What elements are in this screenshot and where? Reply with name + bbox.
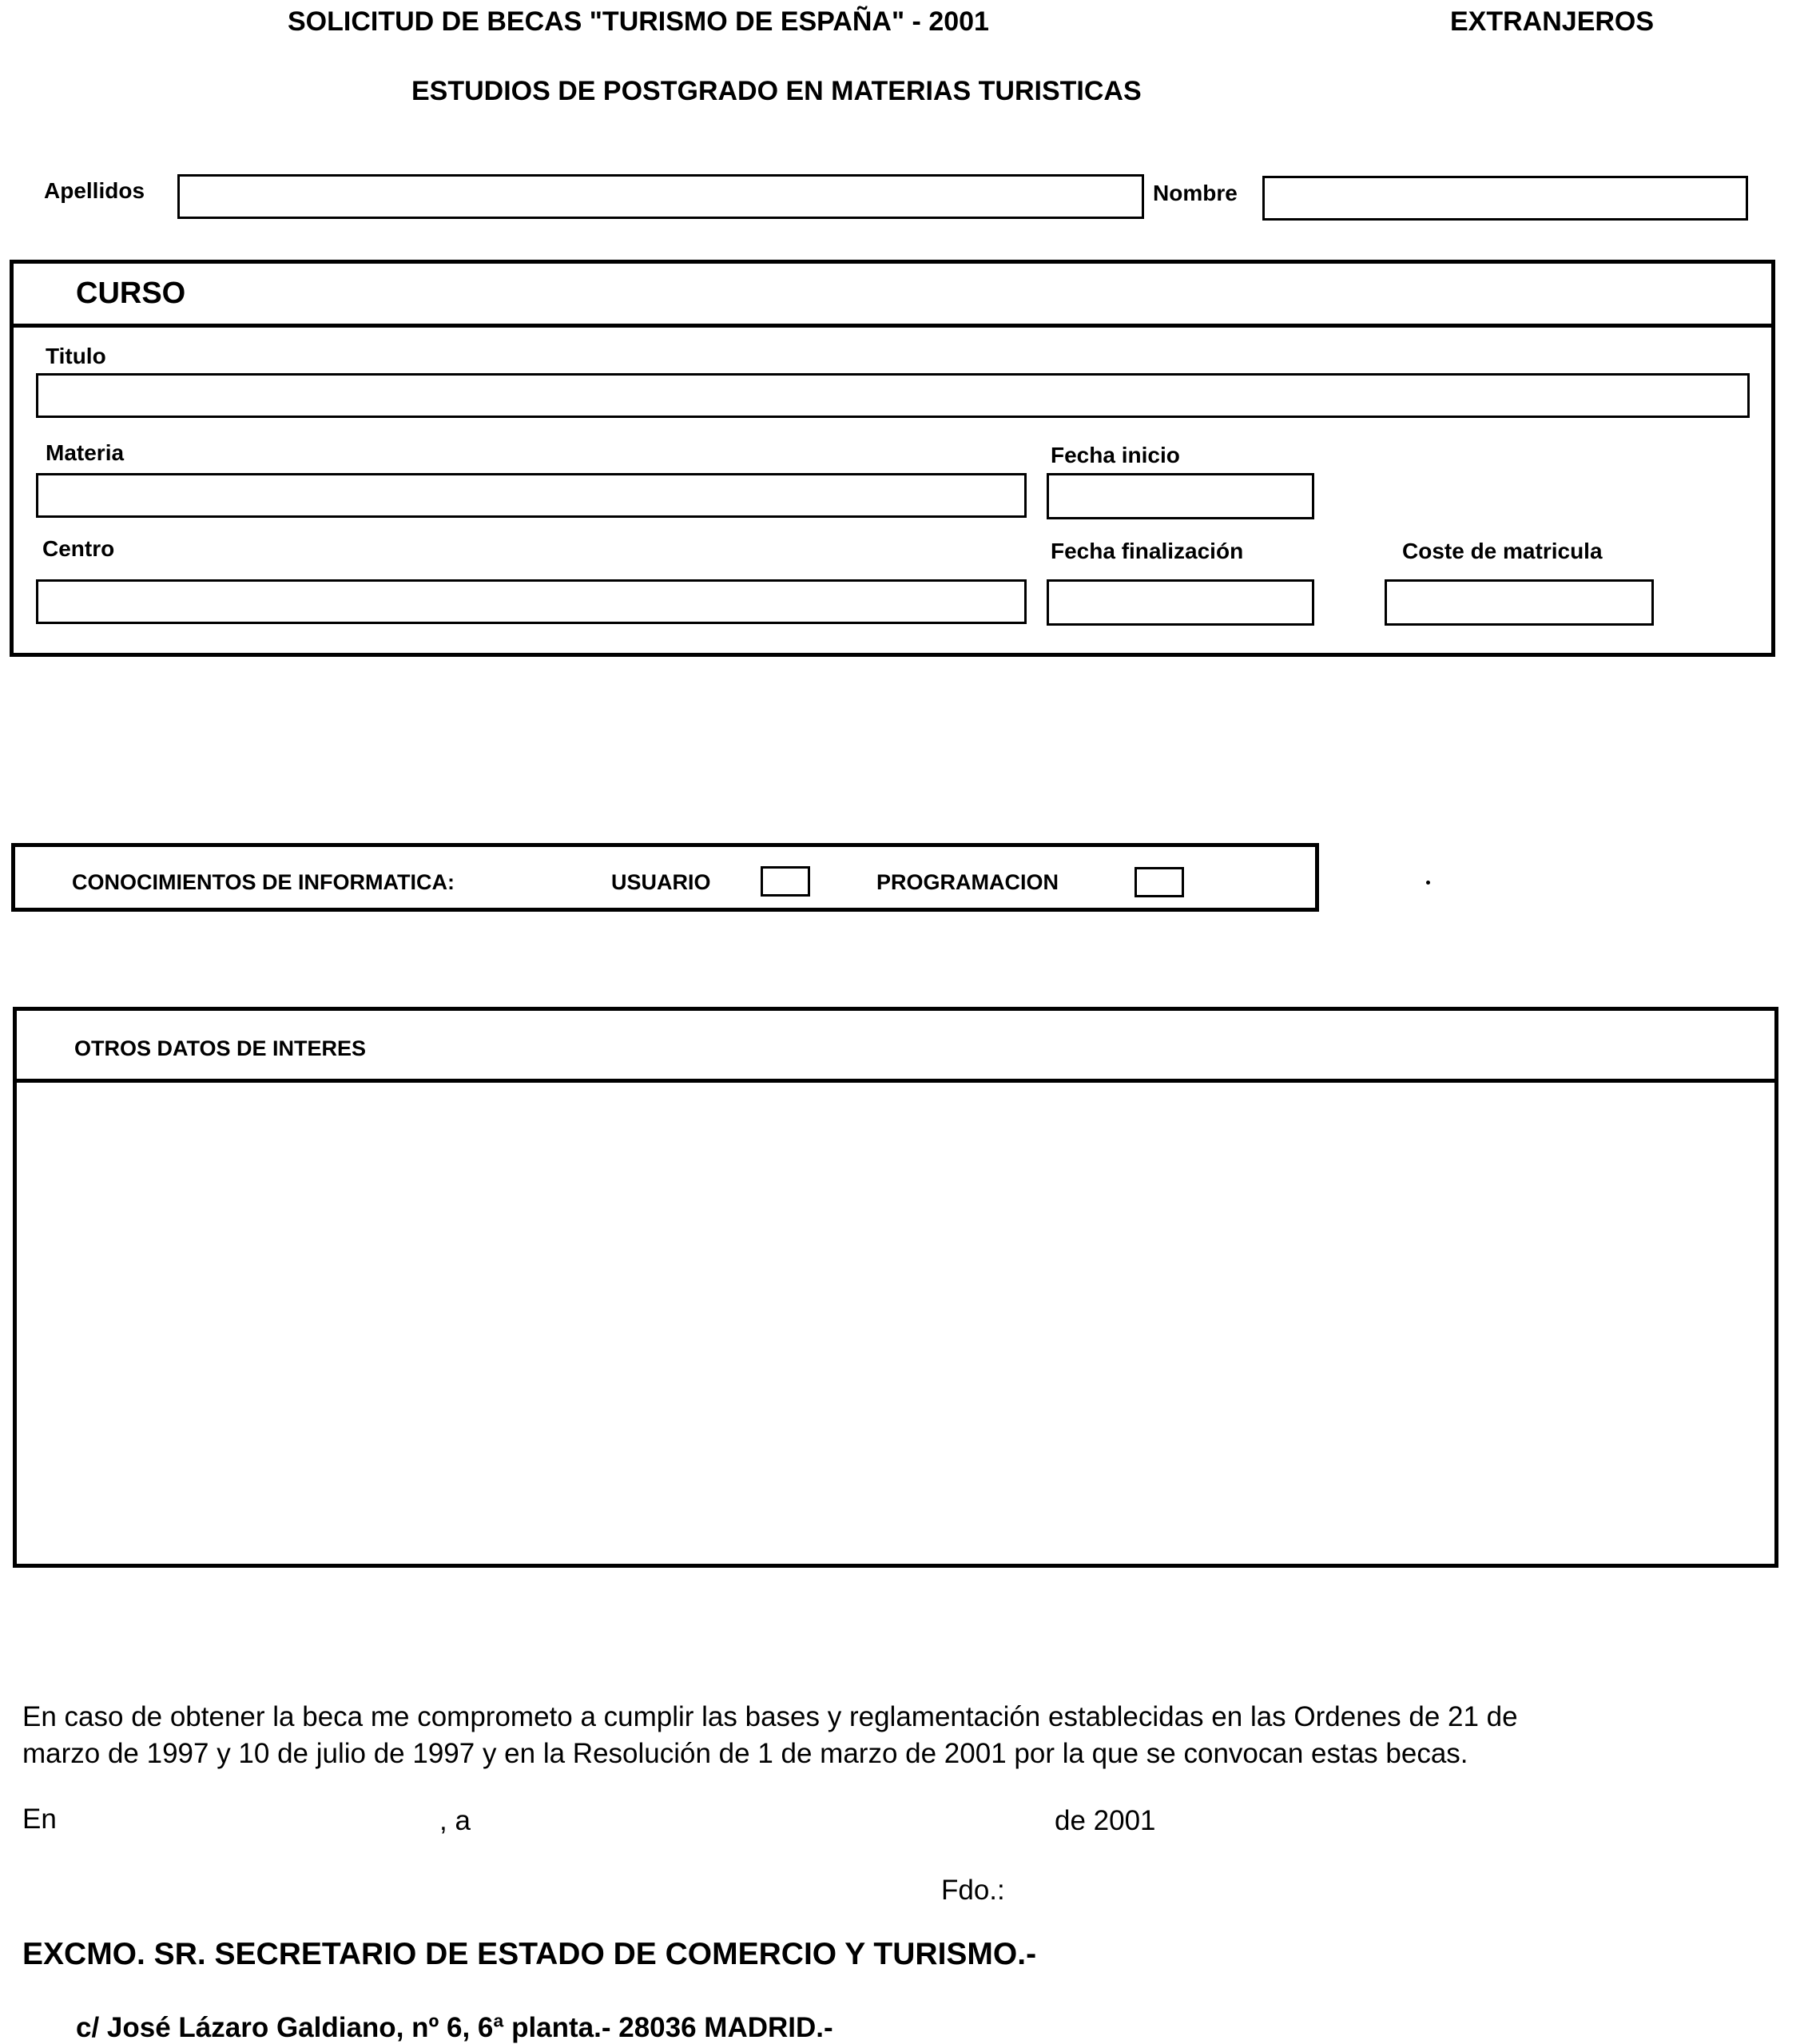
signature-label: Fdo.: (941, 1875, 1005, 1906)
other-title: OTROS DATOS DE INTERES (74, 1036, 367, 1060)
programacion-label: PROGRAMACION (876, 870, 1059, 894)
coste-label: Coste de matricula (1402, 539, 1603, 563)
surname-label: Apellidos (44, 178, 145, 203)
fecha-inicio-field[interactable] (1047, 473, 1314, 519)
date-label: , a (439, 1805, 471, 1836)
course-header (14, 264, 1771, 328)
titulo-label: Titulo (46, 344, 106, 368)
applicant-category: EXTRANJEROS (1450, 6, 1655, 37)
centro-field[interactable] (36, 579, 1027, 624)
fecha-fin-label: Fecha finalización (1051, 539, 1244, 563)
declaration-line-2: marzo de 1997 y 10 de julio de 1997 y en la Resolución de 1 de marzo de 2001 por la que se convocan estas becas. (22, 1738, 1468, 1769)
fecha-inicio-label: Fecha inicio (1051, 443, 1180, 467)
other-section (13, 1007, 1778, 1568)
programacion-checkbox[interactable] (1135, 867, 1184, 897)
form-subtitle: ESTUDIOS DE POSTGRADO EN MATERIAS TURISTICAS (411, 76, 1142, 106)
other-text-area[interactable] (17, 1083, 1774, 1564)
addressee-title: EXCMO. SR. SECRETARIO DE ESTADO DE COMERCIO Y TURISMO.- (22, 1937, 1037, 1971)
coste-field[interactable] (1385, 579, 1654, 626)
fecha-fin-field[interactable] (1047, 579, 1314, 626)
declaration-line-1: En caso de obtener la beca me comprometo a cumplir las bases y reglamentación establecidas en las Ordenes de 21 de (22, 1701, 1518, 1732)
usuario-label: USUARIO (611, 870, 711, 894)
place-label: En (22, 1803, 57, 1835)
materia-label: Materia (46, 440, 125, 465)
scan-speck (1426, 881, 1430, 885)
other-header (17, 1011, 1774, 1083)
materia-field[interactable] (36, 473, 1027, 518)
centro-label: Centro (42, 536, 115, 561)
titulo-field[interactable] (36, 373, 1750, 418)
addressee-address: c/ José Lázaro Galdiano, nº 6, 6ª planta.- 28036 MADRID.- (76, 2012, 833, 2043)
usuario-checkbox[interactable] (761, 866, 810, 897)
course-title: CURSO (76, 276, 186, 310)
form-title: SOLICITUD DE BECAS "TURISMO DE ESPAÑA" - 2001 (288, 6, 989, 37)
name-field[interactable] (1262, 176, 1748, 221)
name-label: Nombre (1153, 181, 1238, 205)
year-label: de 2001 (1055, 1805, 1156, 1836)
computing-label: CONOCIMIENTOS DE INFORMATICA: (72, 870, 455, 894)
surname-field[interactable] (177, 174, 1144, 219)
